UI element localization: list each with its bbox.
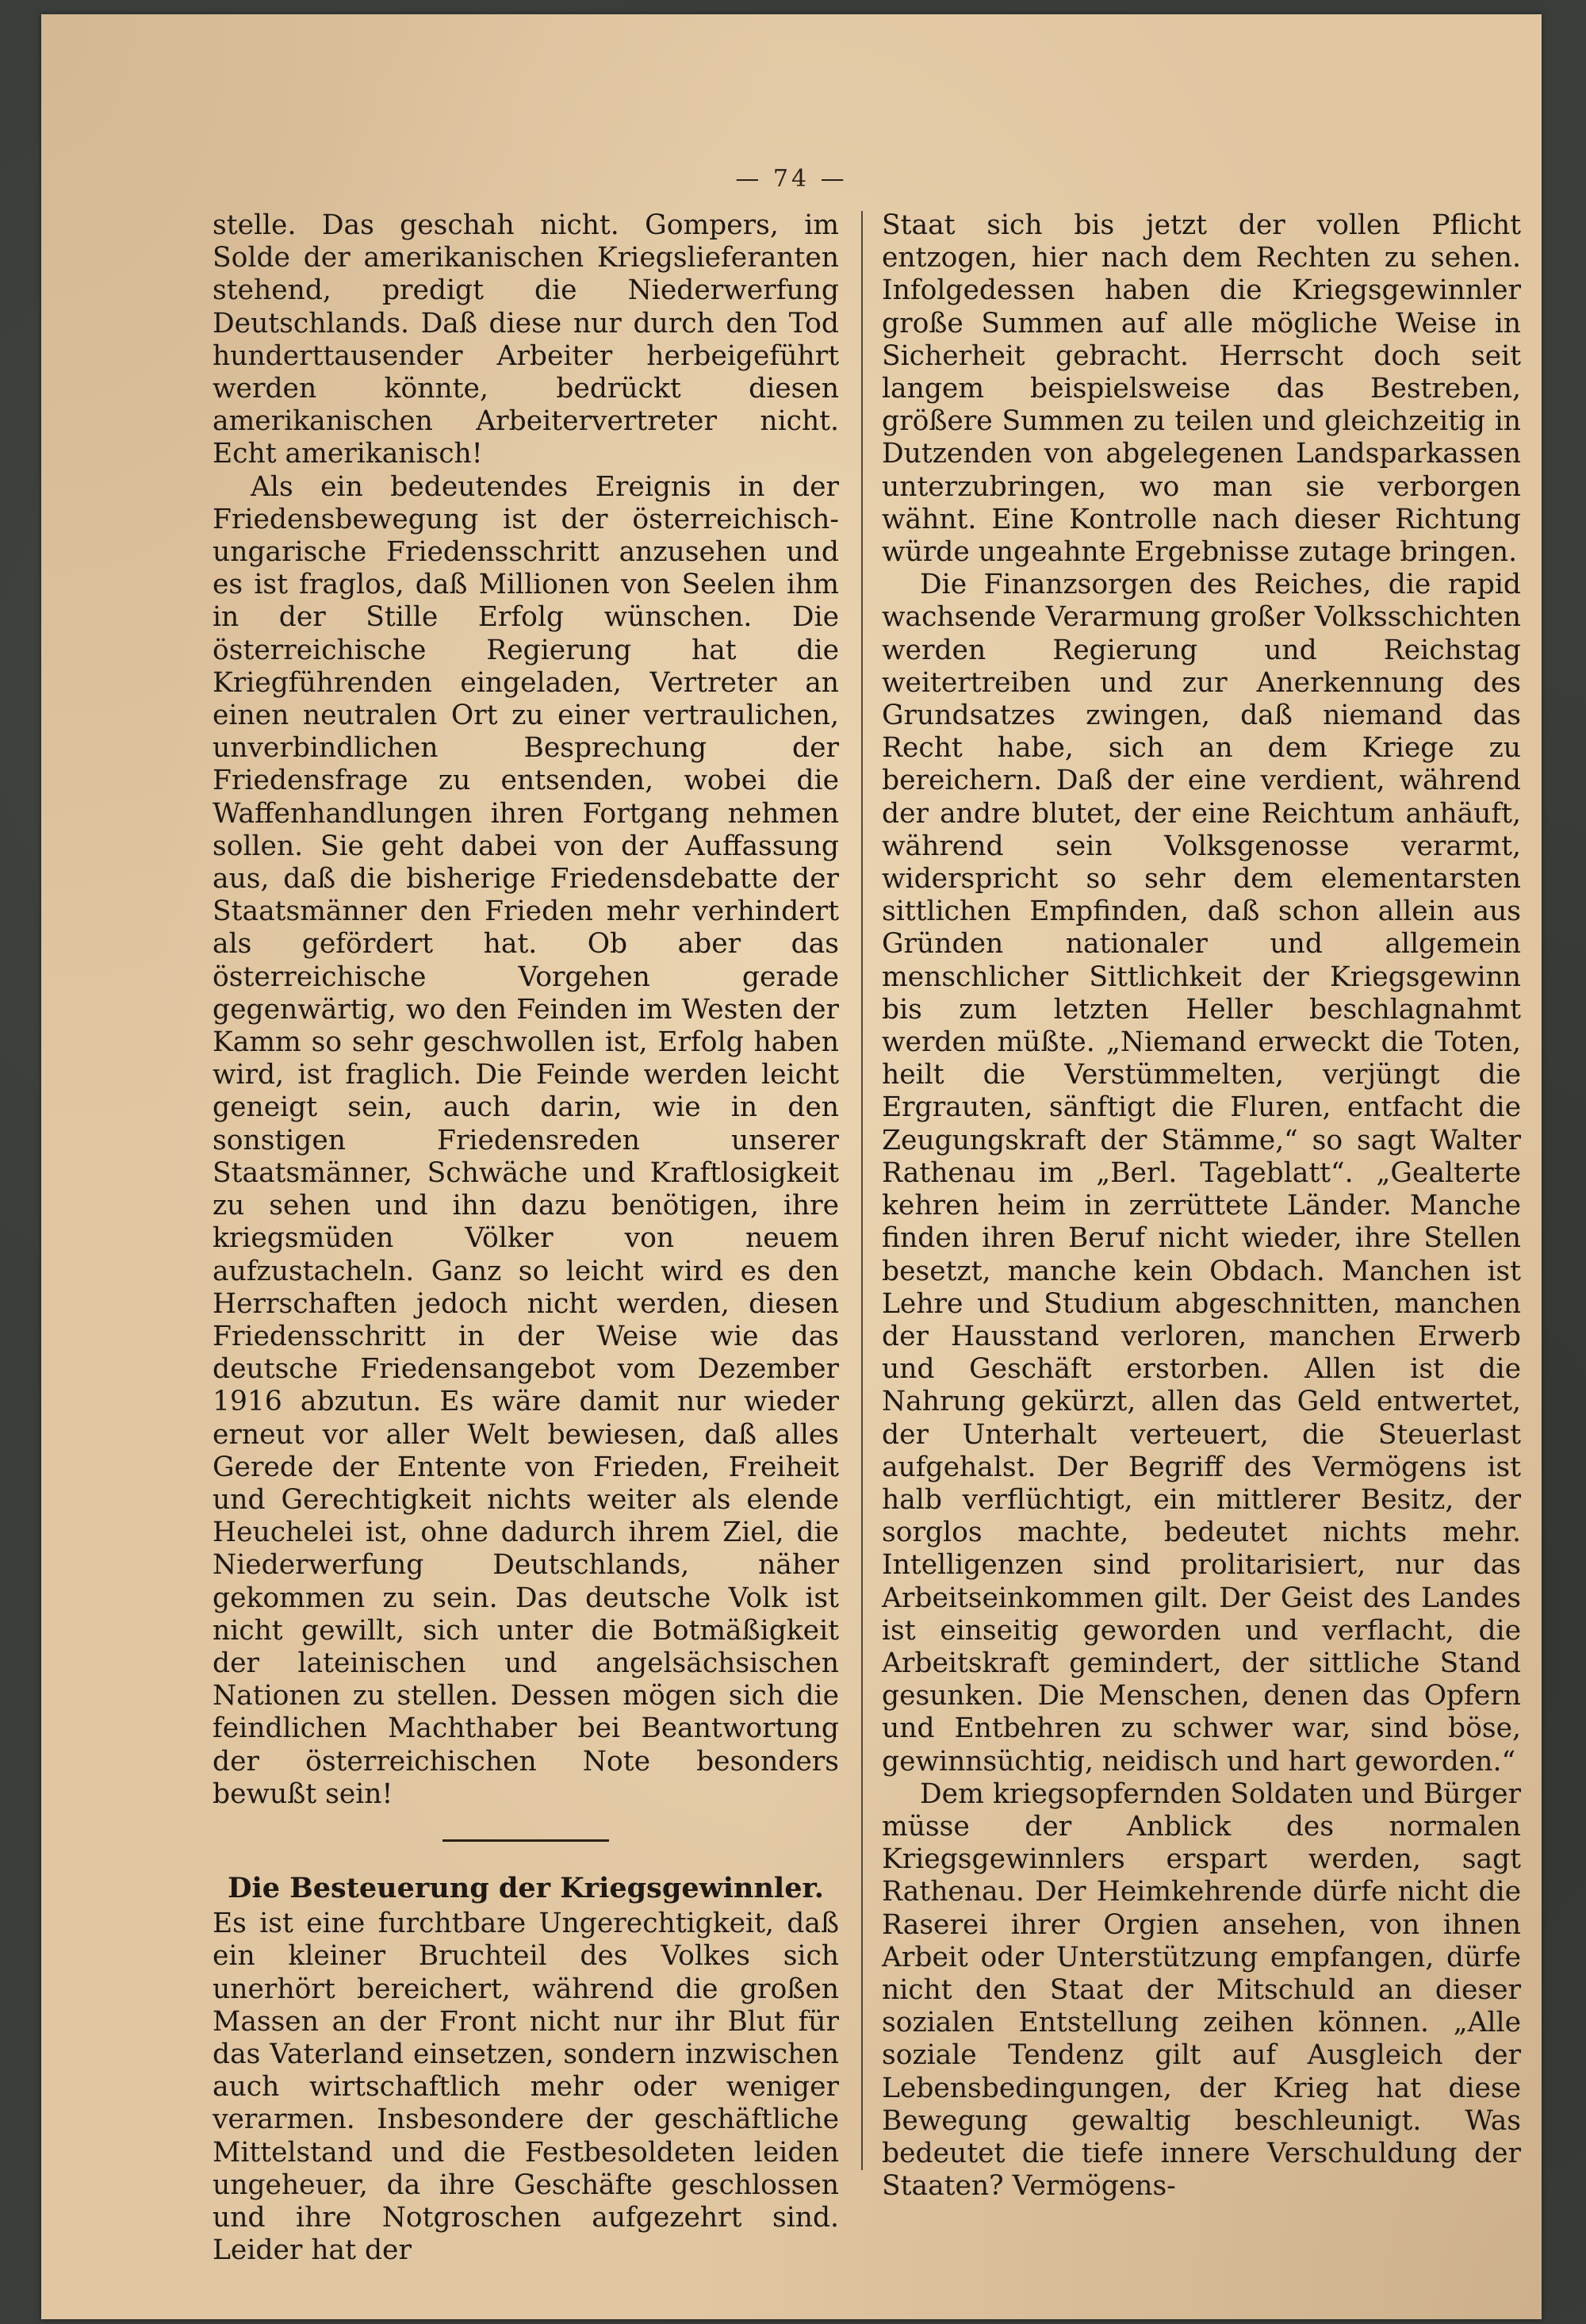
left-paragraph-1: stelle. Das geschah nicht. Gompers, im Solde der amerikanischen Kriegslieferanten stehend, predigt die Niederwerfung Deutschlands. Daß diese nur durch den Tod hunderttausender Arbeiter herbeigeführt werden könnte, bedrückt diesen amerikanischen Arbeitervertreter nicht. Echt amerikanisch! xyxy=(213,209,839,470)
right-paragraph-1: Staat sich bis jetzt der vollen Pflicht entzogen, hier nach dem Rechten zu sehen. Infolgedessen haben die Kriegsgewinnler große Summen auf alle mögliche Weise in Sicherheit gebracht. Herrscht doch seit langem beispielsweise das Bestreben, größere Summen zu teilen und gleichzeitig in Dutzenden von abgelegenen Landsparkassen unterzubringen, wo man sie verborgen wähnt. Eine Kontrolle nach dieser Richtung würde ungeahnte Ergebnisse zutage bringen. xyxy=(882,209,1521,569)
right-paragraph-2: Die Finanzsorgen des Reiches, die rapid wachsende Verarmung großer Volksschichten werden Regierung und Reichstag weitertreiben und zur Anerkennung des Grundsatzes zwingen, daß niemand das Recht habe, sich an dem Kriege zu bereichern. Daß der eine verdient, während der andre blutet, der eine Reichtum anhäuft, während sein Volksgenosse verarmt, widerspricht so sehr dem elementarsten sittlichen Empfinden, daß schon allein aus Gründen nationaler und allgemein menschlicher Sittlichkeit der Kriegsgewinn bis zum letzten Heller beschlagnahmt werden müßte. „Niemand erweckt die Toten, heilt die Verstümmelten, verjüngt die Ergrauten, sänftigt die Fluren, entfacht die Zeugungskraft der Stämme,“ so sagt Walter Rathenau im „Berl. Tageblatt“. „Gealterte kehren heim in zerrüttete Länder. Manche finden ihren Beruf nicht wieder, ihre Stellen besetzt, manche kein Obdach. Manchen ist Lehre und Studium abgeschnitten, manchen der Hausstand verloren, manchen Erwerb und Geschäft erstorben. Allen ist die Nahrung gekürzt, allen das Geld entwertet, der Unterhalt verteuert, die Steuerlast aufgehalst. Der Begriff des Vermögens ist halb verflüchtigt, ein mittlerer Besitz, der sorglos machte, bedeutet nichts mehr. Intelligenzen sind prolitarisiert, nur das Arbeitseinkommen gilt. Der Geist des Landes ist einseitig geworden und verflacht, die Arbeitskraft gemindert, der sittliche Stand gesunken. Die Menschen, denen das Opfern und Entbehren zu schwer war, sind böse, gewinnsüchtig, neidisch und hart geworden.“ xyxy=(882,569,1521,1778)
document-page xyxy=(41,14,1542,2319)
left-paragraph-2: Als ein bedeutendes Ereignis in der Friedensbewegung ist der österreichisch-ungarische Friedensschritt anzusehen und es ist fraglos, daß Millionen von Seelen ihm in der Stille Erfolg wünschen. Die österreichische Regierung hat die Kriegführenden eingeladen, Vertreter an einen neutralen Ort zu einer vertraulichen, unverbindlichen Besprechung der Friedensfrage zu entsenden, wobei die Waffenhandlungen ihren Fortgang nehmen sollen. Sie geht dabei von der Auffassung aus, daß die bisherige Friedensdebatte der Staatsmänner den Frieden mehr verhindert als gefördert hat. Ob aber das österreichische Vorgehen gerade gegenwärtig, wo den Feinden im Westen der Kamm so sehr geschwollen ist, Erfolg haben wird, ist fraglich. Die Feinde werden leicht geneigt sein, auch darin, wie in den sonstigen Friedensreden unserer Staatsmänner, Schwäche und Kraftlosigkeit zu sehen und ihn dazu benötigen, ihre kriegsmüden Völker von neuem aufzustacheln. Ganz so leicht wird es den Herrschaften jedoch nicht werden, diesen Friedensschritt in der Weise wie das deutsche Friedensangebot vom Dezember 1916 abzutun. Es wäre damit nur wieder erneut vor aller Welt bewiesen, daß alles Gerede der Entente von Frieden, Freiheit und Gerechtigkeit nichts weiter als elende Heuchelei ist, ohne dadurch ihrem Ziel, die Niederwerfung Deutschlands, näher gekommen zu sein. Das deutsche Volk ist nicht gewillt, sich unter die Botmäßigkeit der lateinischen und angelsächsischen Nationen zu stellen. Dessen mögen sich die feindlichen Machthaber bei Beantwortung der österreichischen Note besonders bewußt sein! xyxy=(213,470,839,1810)
column-divider xyxy=(861,211,863,2170)
page-number: — 74 — xyxy=(735,165,848,193)
left-column xyxy=(213,209,839,2267)
section-paragraph-1: Es ist eine furchtbare Ungerechtigkeit, daß ein kleiner Bruchteil des Volkes sich unerhört bereichert, während die großen Massen an der Front nicht nur ihr Blut für das Vaterland einsetzen, sondern inzwischen auch wirtschaftlich mehr oder weniger verarmen. Insbesondere der geschäftliche Mittelstand und die Festbesoldeten leiden ungeheuer, da ihre Geschäfte geschlossen und ihre Notgroschen aufgezehrt sind. Leider hat der xyxy=(213,1908,839,2267)
right-column xyxy=(882,209,1521,2203)
right-paragraph-3: Dem kriegsopfernden Soldaten und Bürger müsse der Anblick des normalen Kriegsgewinnlers erspart werden, sagt Rathenau. Der Heimkehrende dürfe nicht die Raserei ihrer Orgien ansehen, von ihnen Arbeit oder Unterstützung empfangen, dürfe nicht den Staat der Mitschuld an dieser sozialen Entstellung zeihen können. „Alle soziale Tendenz gilt auf Ausgleich der Lebensbedingungen, der Krieg hat diese Bewegung gewaltig beschleunigt. Was bedeutet die tiefe innere Verschuldung der Staaten? Vermögens- xyxy=(882,1778,1521,2203)
section-divider-rule xyxy=(442,1839,609,1842)
section-heading: Die Besteuerung der Kriegsgewinnler. xyxy=(228,1871,824,1904)
